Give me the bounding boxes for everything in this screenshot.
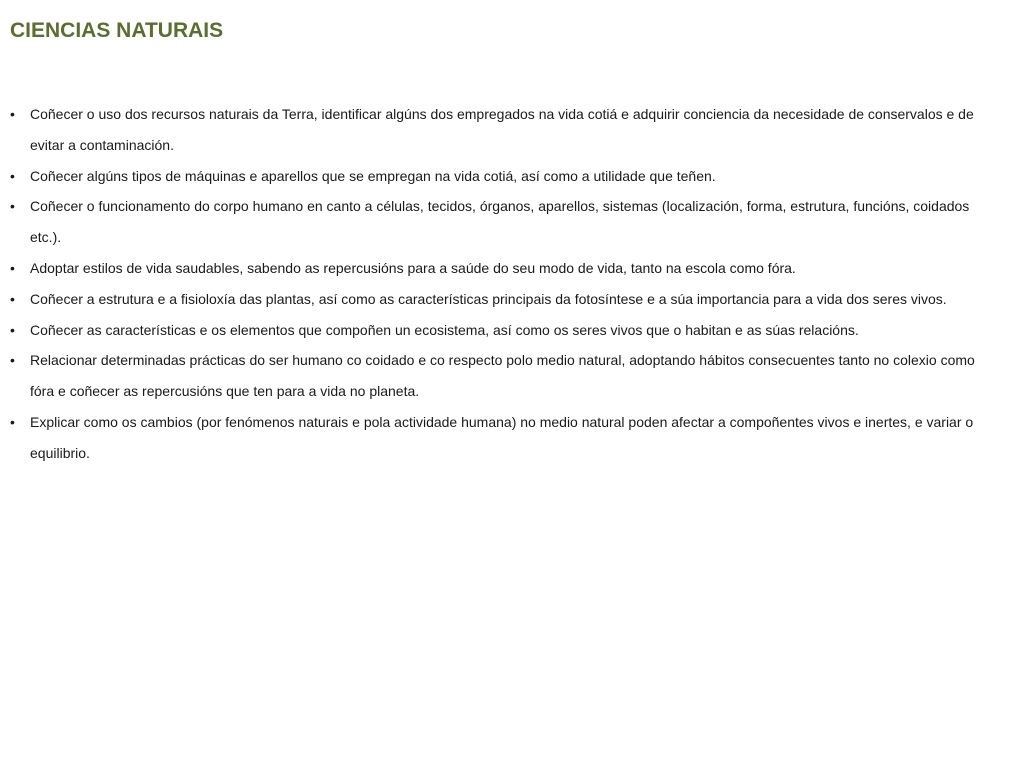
list-item (8, 191, 983, 253)
bullet-icon: • (10, 167, 15, 184)
list-item (8, 253, 983, 284)
list-item-text: Coñecer algúns tipos de máquinas e aparellos que se empregan na vida cotiá, así como a utilidade que teñen. (30, 167, 716, 184)
list-item-text: Coñecer o funcionamento do corpo humano en canto a células, tecidos, órganos, aparellos, sistemas (localización, forma, estrutura, funcións, coidados etc.). (30, 198, 970, 246)
list-item-text: Relacionar determinadas prácticas do ser humano co coidado e co respecto polo medio natural, adoptando hábitos consecuentes tanto no colexio como fóra e coñecer as repercusións que ten para a vida no planeta. (30, 352, 975, 400)
bullet-icon: • (10, 259, 15, 276)
bullet-icon: • (10, 198, 15, 215)
bullet-list (8, 99, 983, 469)
bullet-icon: • (10, 352, 15, 369)
list-item (8, 161, 983, 192)
bullet-icon: • (10, 106, 15, 122)
list-item-text: Coñecer o uso dos recursos naturais da Terra, identificar algúns dos empregados na vida cotiá e adquirir conciencia da necesidade de conservalos e de evitar a contaminación. (30, 106, 974, 153)
list-item (8, 407, 983, 469)
slide-title: CIENCIAS NATURAIS (10, 19, 224, 42)
bullet-icon: • (10, 413, 15, 430)
list-item (8, 284, 983, 315)
list-item (8, 315, 983, 346)
list-item-text: Coñecer as características e os elementos que compoñen un ecosistema, así como os seres vivos que o habitan e as súas relacións. (30, 321, 859, 338)
list-item-text: Coñecer a estrutura e a fisioloxía das plantas, así como as características principais da fotosíntese e a súa importancia para a vida dos seres vivos. (30, 290, 947, 307)
list-item-text: Explicar como os cambios (por fenómenos naturais e pola actividade humana) no medio natural poden afectar a compoñentes vivos e inertes, e variar o equilibrio. (30, 413, 974, 461)
list-item-text: Adoptar estilos de vida saudables, sabendo as repercusións para a saúde do seu modo de vida, tanto na escola como fóra. (30, 259, 796, 276)
list-item (8, 99, 983, 161)
bullet-icon: • (10, 290, 15, 307)
bullet-icon: • (10, 321, 15, 338)
list-item (8, 345, 983, 407)
